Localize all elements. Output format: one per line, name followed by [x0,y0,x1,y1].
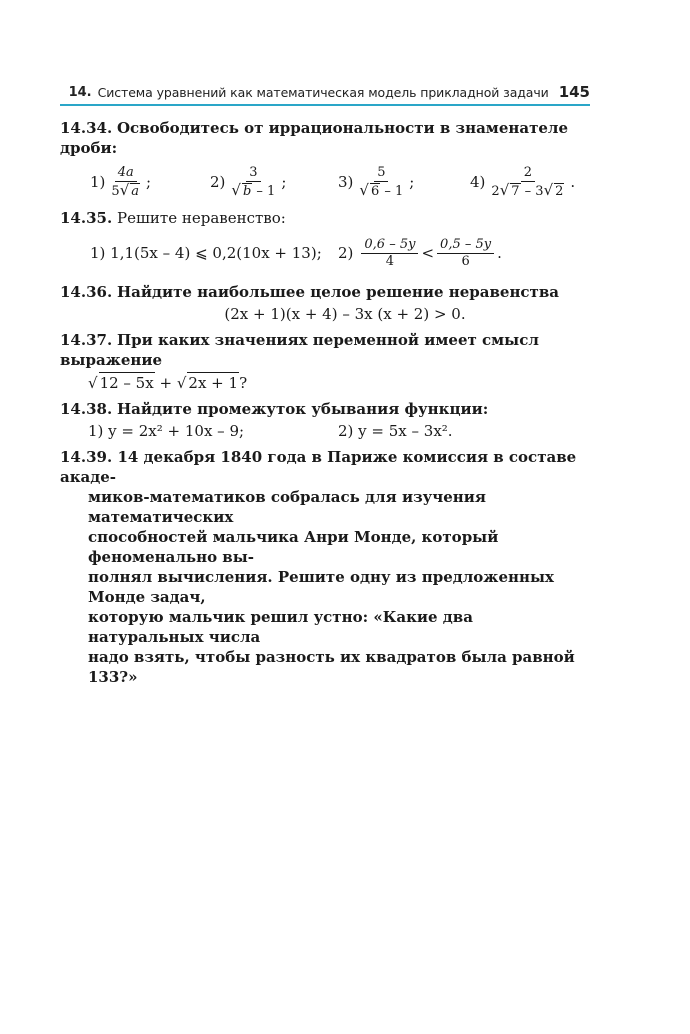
numerator: 5 [374,165,388,182]
item-end: ; [409,173,415,191]
item-label: 4) [470,173,486,191]
numerator: 0,6 – 5y [364,236,416,252]
problem-number: 14.36. [60,283,113,301]
inequality-items [60,230,590,276]
radical-sign: √ [499,180,510,199]
item-end: . [497,244,502,262]
operator: + [159,374,173,392]
fraction [228,165,278,200]
problem-text: Найдите промежуток убывания функции: [116,400,489,418]
denominator-prefix: 2 [491,183,500,199]
problem-14-36 [60,282,590,302]
item-4 [470,165,575,200]
problem-number: 14.39. [60,448,113,466]
text-line: надо взять, чтобы разность их квадратов была равной 133?» [88,648,575,686]
problem-text: Освободитесь от иррациональности в знаменателе дроби: [60,119,569,157]
numerator: 3 [246,165,260,182]
problem-14-39 [60,447,590,687]
fraction [437,237,494,270]
problem-14-35 [60,208,590,228]
denominator-suffix: – 1 [380,183,404,199]
problem-text: Решите неравенство: [116,209,286,227]
problem-text: Найдите наибольшее целое решение неравенства [116,283,559,301]
radicand: 7 [511,183,520,199]
radical-sign: √ [359,180,369,199]
item-3 [338,165,470,200]
problem-14-34 [60,118,590,158]
chapter-number: 14. [68,84,92,100]
item-end: ; [281,173,287,191]
radical-expression [60,372,590,393]
function-items [60,421,590,441]
chapter-title: Система уравнений как математическая модель прикладной задачи [97,84,549,100]
operator: < [421,244,435,262]
function-2: 2) y = 5x – 3x². [338,422,453,440]
radical-sign: √ [231,180,241,199]
problem-number: 14.37. [60,331,113,349]
denominator-suffix: – 1 [252,183,276,199]
numerator: 2 [521,165,535,182]
denominator-prefix: 5 [111,183,120,199]
item-end: . [570,173,576,191]
denominator: 4 [385,253,395,269]
radicand: 2x + 1 [188,374,239,392]
inequality-2 [338,237,502,270]
inequality-1: 1) 1,1(5x – 4) ⩽ 0,2(10x + 13); [90,244,322,262]
text-line: которую мальчик решил устно: «Какие два натуральных числа [88,608,473,646]
text-line: полнял вычисления. Решите одну из предложенных Монде задач, [88,568,554,606]
text-line: миков-математиков собралась для изучения математических [88,488,486,526]
numerator: 4a [117,164,134,180]
page-header [60,80,590,104]
problem-14-37 [60,330,590,370]
item-label: 2) [210,173,226,191]
radical-sign: √ [88,374,98,392]
radicand: 6 [370,183,380,199]
denominator: 6 [461,253,470,269]
inequality-expression: (2x + 1)(x + 4) – 3x (x + 2) > 0. [224,305,466,323]
item-label: 3) [338,173,354,191]
fraction [108,165,143,200]
problem-number: 14.35. [60,209,113,227]
item-1 [90,165,210,200]
radicand: a [131,183,140,199]
fraction-items [60,160,590,204]
radical-sign: √ [119,180,130,199]
problem-number: 14.38. [60,400,113,418]
text-line: способностей мальчика Анри Монде, который феноменально вы- [88,528,499,566]
item-end: ; [146,173,152,191]
numerator: 0,5 – 5y [440,236,492,252]
text-line: 14 декабря 1840 года в Париже комиссия в составе акаде- [60,448,577,486]
item-2 [210,165,338,200]
fraction [356,165,406,200]
problem-text: При каких значениях переменной имеет смысл выражение [60,331,539,369]
radicand: 12 – 5x [99,374,154,392]
problem-14-38 [60,399,590,419]
fraction [361,237,418,270]
radical-sign: √ [543,180,554,199]
page-content [60,118,590,689]
function-1: 1) y = 2x² + 10x – 9; [88,422,245,440]
problem-number: 14.34. [60,119,113,137]
radical-sign: √ [176,374,187,392]
item-label: 1) [90,173,106,191]
denominator-middle: – 3 [520,183,544,199]
fraction [488,165,567,200]
radicand: 2 [555,183,564,199]
header-rule [60,104,590,106]
item-label: 2) [338,244,354,262]
radicand: b [242,183,252,199]
page-number: 145 [558,83,590,101]
question-mark: ? [239,374,248,392]
